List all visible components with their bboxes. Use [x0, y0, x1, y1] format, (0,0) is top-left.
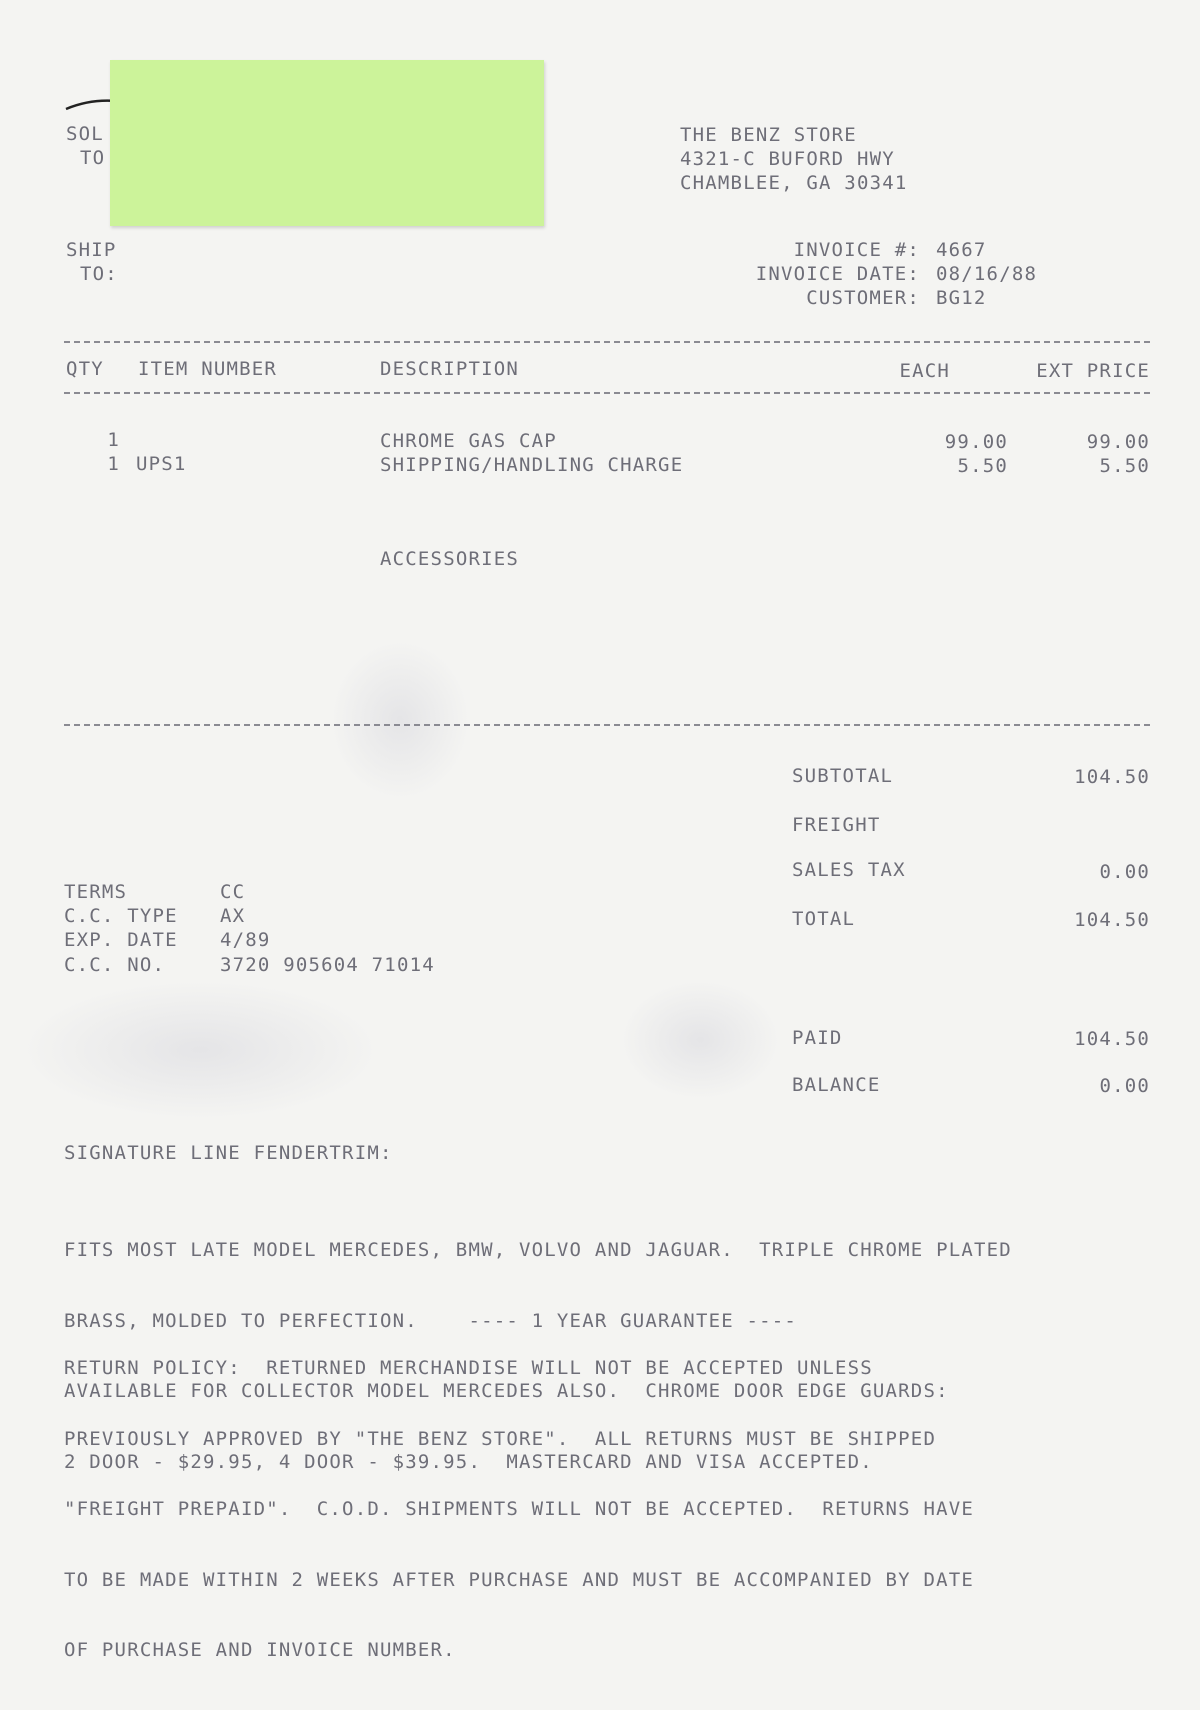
- divider-bottom: [64, 724, 1150, 726]
- invoice-number: 4667: [936, 239, 987, 261]
- line-description: CHROME GAS CAP: [380, 430, 557, 452]
- paid-value: 104.50: [1074, 1028, 1150, 1050]
- column-header-each: EACH: [899, 360, 950, 382]
- return-policy-line: "FREIGHT PREPAID". C.O.D. SHIPMENTS WILL NOT BE ACCEPTED. RETURNS HAVE: [64, 1498, 975, 1520]
- sold-to-label-line2: TO: [80, 147, 106, 169]
- category-note: ACCESSORIES: [380, 548, 520, 570]
- column-header-item-number: ITEM NUMBER: [138, 358, 278, 380]
- ship-to-label-line2: TO:: [80, 263, 118, 285]
- return-policy-line: PREVIOUSLY APPROVED BY "THE BENZ STORE". ALL RETURNS MUST BE SHIPPED: [64, 1427, 937, 1450]
- return-policy-line: OF PURCHASE AND INVOICE NUMBER.: [64, 1639, 456, 1661]
- return-policy-line: TO BE MADE WITHIN 2 WEEKS AFTER PURCHASE AND MUST BE ACCOMPANIED BY DATE: [64, 1568, 975, 1591]
- terms-label: TERMS: [64, 881, 128, 903]
- freight-label: FREIGHT: [792, 814, 881, 836]
- invoice-date-label: INVOICE DATE:: [755, 263, 920, 285]
- sold-to-label-line1: SOL: [66, 123, 104, 145]
- line-each: 5.50: [957, 455, 1008, 477]
- line-ext-price: 99.00: [1086, 431, 1150, 453]
- line-qty: 1: [107, 429, 120, 451]
- exp-date-value: 4/89: [220, 929, 271, 951]
- promo-line: AVAILABLE FOR COLLECTOR MODEL MERCEDES ALSO. CHROME DOOR EDGE GUARDS:: [64, 1380, 949, 1402]
- paper-smudge: [20, 980, 380, 1120]
- cc-number-value: 3720 905604 71014: [220, 954, 435, 976]
- vendor-address-line2: CHAMBLEE, GA 30341: [680, 172, 908, 194]
- promo-line: 2 DOOR - $29.95, 4 DOOR - $39.95. MASTERCARD AND VISA ACCEPTED.: [64, 1450, 873, 1473]
- total-value: 104.50: [1074, 909, 1150, 931]
- exp-date-label: EXP. DATE: [64, 929, 178, 951]
- total-label: TOTAL: [792, 908, 856, 930]
- line-ext-price: 5.50: [1099, 455, 1150, 477]
- cc-type-label: C.C. TYPE: [64, 905, 178, 927]
- cc-type-value: AX: [220, 905, 246, 927]
- signature-line: SIGNATURE LINE FENDERTRIM:: [64, 1142, 393, 1164]
- line-each: 99.00: [944, 431, 1008, 453]
- balance-label: BALANCE: [792, 1074, 881, 1096]
- invoice-number-label: INVOICE #:: [793, 239, 920, 261]
- divider-header: [64, 392, 1150, 394]
- paper-smudge: [330, 640, 470, 800]
- balance-value: 0.00: [1099, 1075, 1150, 1097]
- return-policy-text: [64, 1310, 974, 1710]
- vendor-name: THE BENZ STORE: [680, 124, 857, 146]
- vendor-address-line1: 4321-C BUFORD HWY: [680, 148, 895, 170]
- ship-to-label-line1: SHIP: [66, 239, 117, 261]
- customer-label: CUSTOMER:: [806, 287, 920, 309]
- paper-smudge: [620, 980, 780, 1100]
- divider-top: [64, 341, 1150, 343]
- line-description: SHIPPING/HANDLING CHARGE: [380, 454, 684, 476]
- sticky-note-redaction: [110, 60, 544, 226]
- column-header-description: DESCRIPTION: [380, 358, 520, 380]
- line-qty: 1: [107, 453, 120, 475]
- sales-tax-label: SALES TAX: [792, 859, 906, 881]
- paid-label: PAID: [792, 1027, 843, 1049]
- return-policy-line: RETURN POLICY: RETURNED MERCHANDISE WILL NOT BE ACCEPTED UNLESS: [64, 1357, 873, 1379]
- column-header-qty: QTY: [66, 358, 104, 380]
- terms-value: CC: [220, 881, 246, 903]
- line-item-number: UPS1: [136, 453, 187, 475]
- promo-line: FITS MOST LATE MODEL MERCEDES, BMW, VOLVO AND JAGUAR. TRIPLE CHROME PLATED: [64, 1239, 1012, 1261]
- customer-id: BG12: [936, 287, 987, 309]
- subtotal-label: SUBTOTAL: [792, 765, 894, 787]
- sales-tax-value: 0.00: [1099, 861, 1150, 883]
- cc-number-label: C.C. NO.: [64, 954, 166, 976]
- subtotal-value: 104.50: [1074, 766, 1150, 788]
- column-header-ext-price: EXT PRICE: [1036, 360, 1150, 382]
- promo-line: BRASS, MOLDED TO PERFECTION. ---- 1 YEAR GUARANTEE ----: [64, 1309, 798, 1332]
- invoice-date: 08/16/88: [936, 263, 1038, 285]
